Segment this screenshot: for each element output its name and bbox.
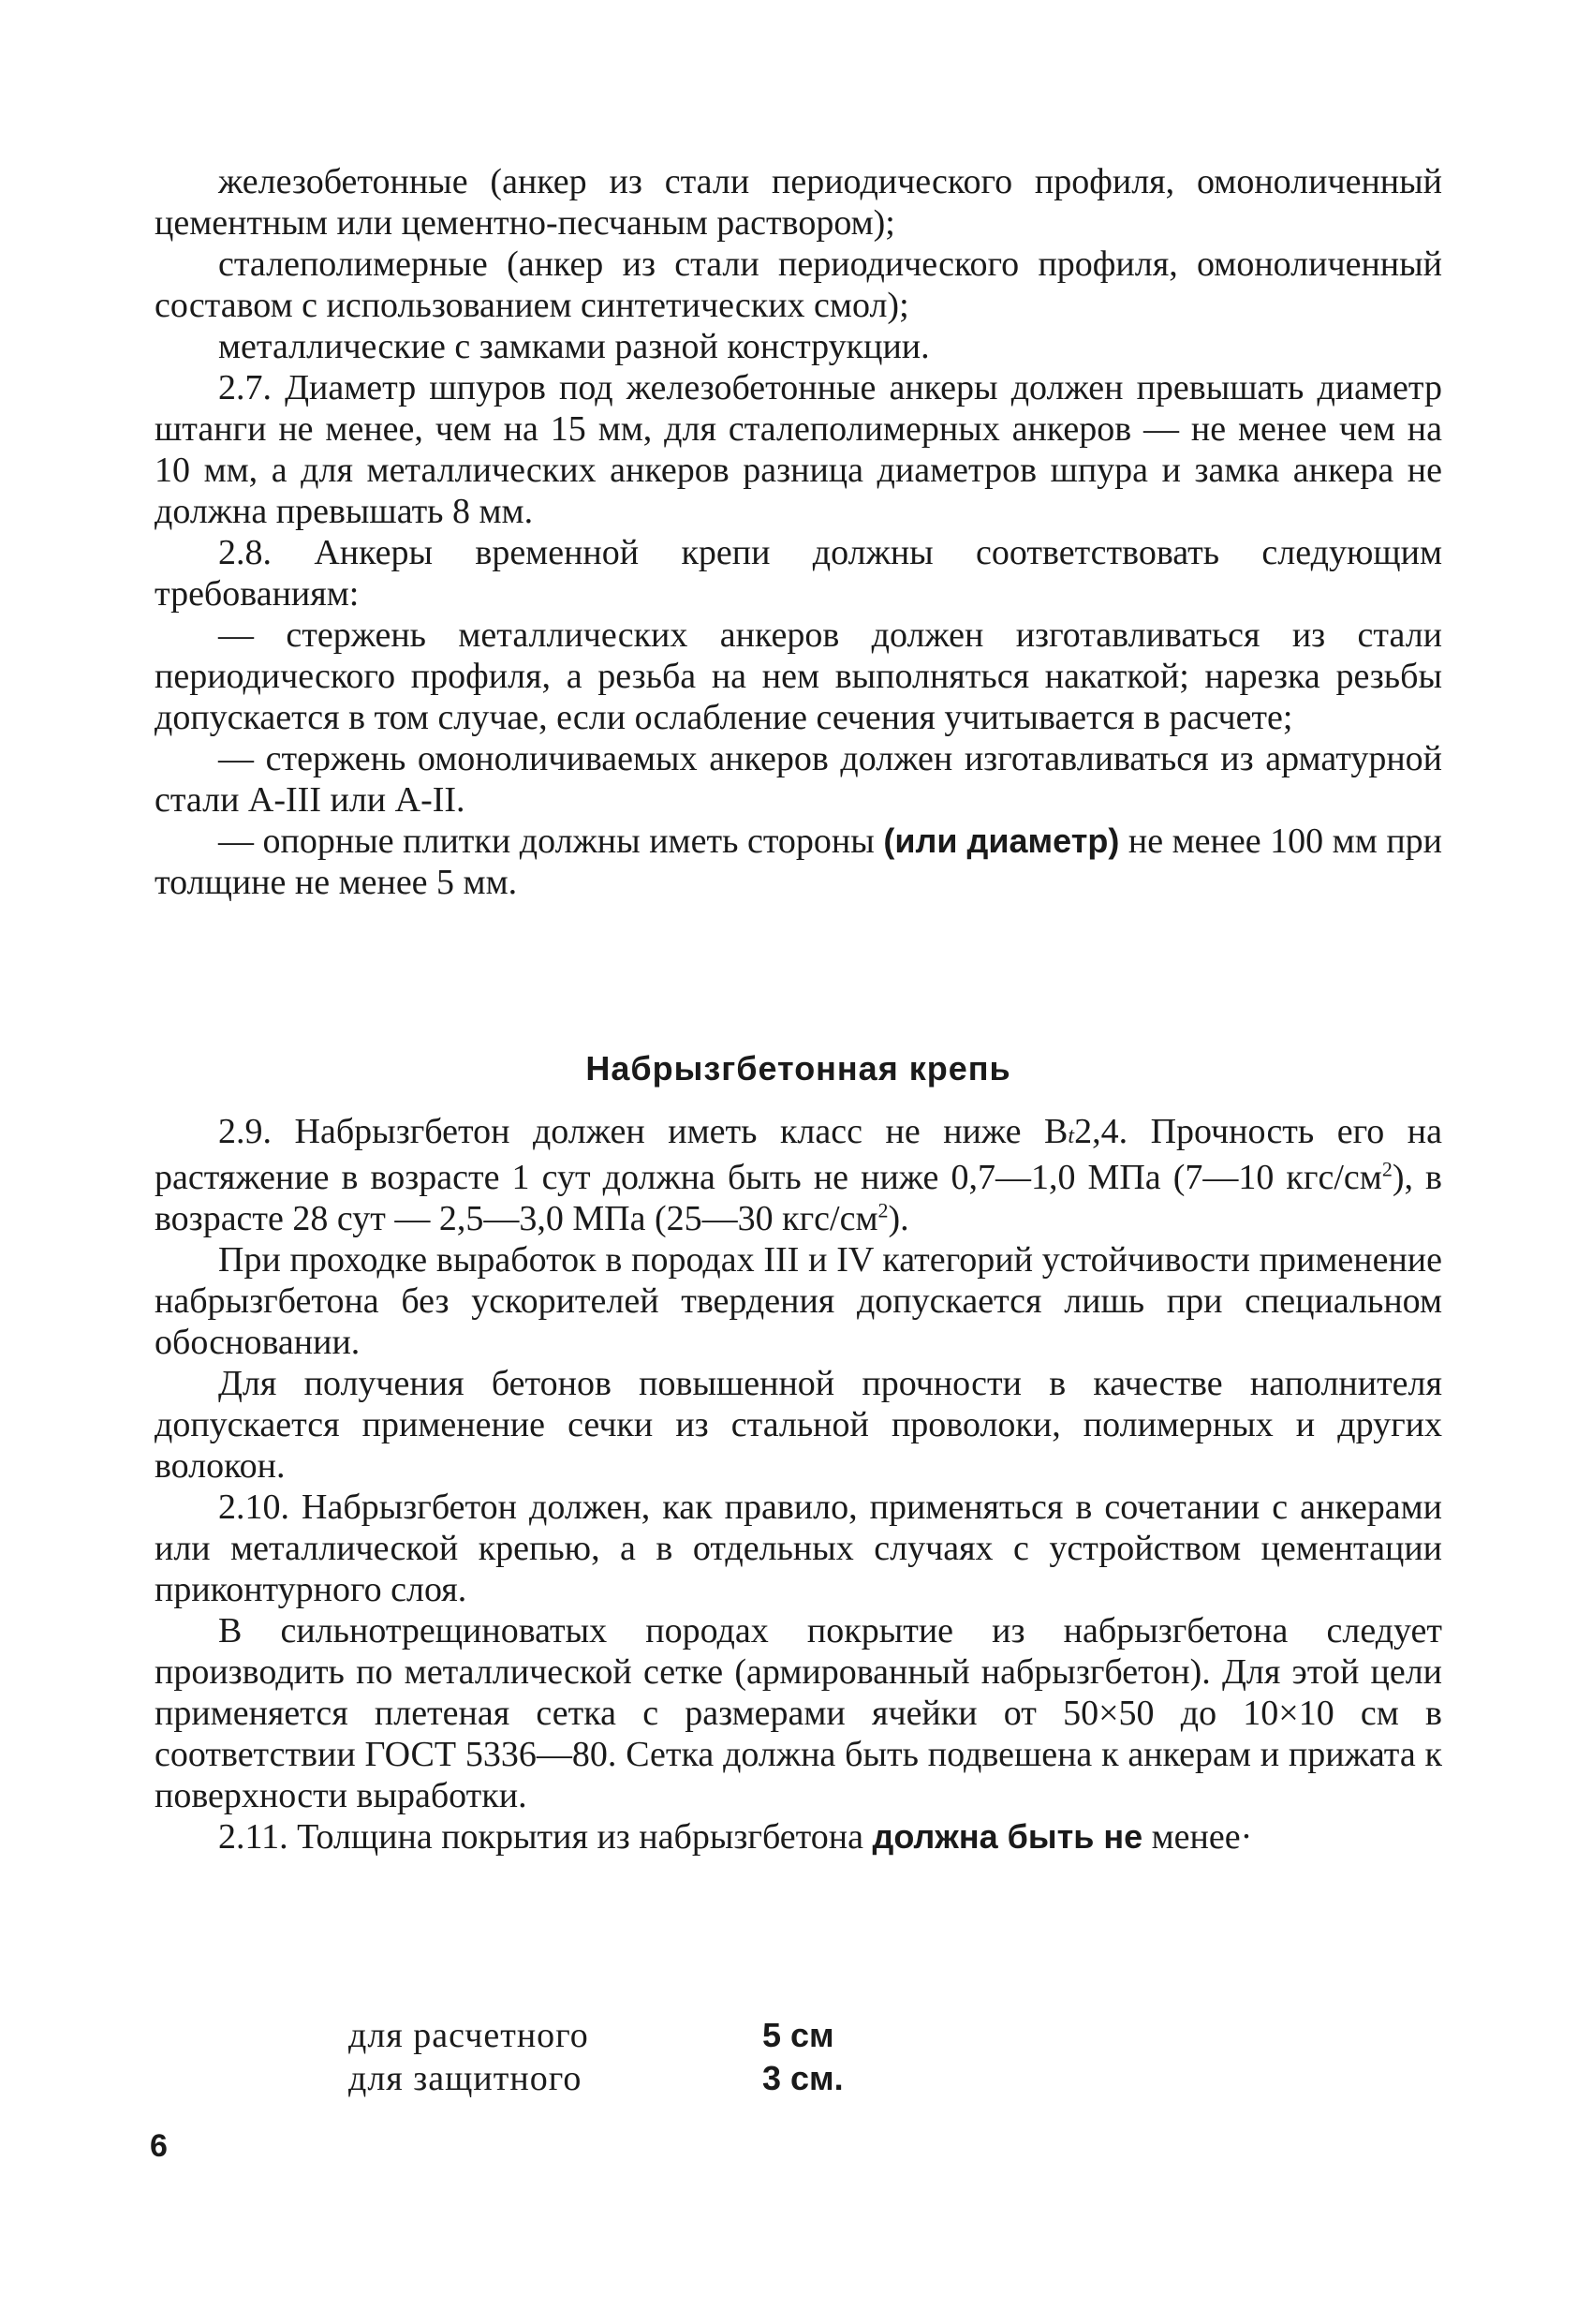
requirement-rod-metal: — стержень металлических анкеров должен изготавливаться из стали периодического профиля, а резьба на нем выполняться накаткой; нарезка резьбы допускается в том случае, если ослабление сечения учитывается в расчете; (155, 615, 1442, 737)
p29-sup-1: 2 (1381, 1157, 1393, 1181)
paragraph-mesh: В сильнотрещиноватых породах покрытие из набрызгбетона следует производить по металлической сетке (армированный набрызгбетон). Для этой цели применяется плетеная сетка с размерами ячейки от 50×50 до 10×10 см в соответствии ГОСТ 5336—80. Сетка должна быть подвешена к анкерам и прижата к поверхности выработки. (155, 1611, 1442, 1815)
requirement-rod-grouted: — стержень омоноличиваемых анкеров должен изготавливаться из арматурной стали А-III или А-II. (155, 739, 1442, 820)
anchor-type-reinforced-concrete: железобетонные (анкер из стали периодического профиля, омоноличенный цементным или цементно-песчаным раствором); (155, 162, 1442, 243)
p29-part-b: 2,4. Прочность его на растяжение в возрасте 1 сут должна быть не ниже 0,7—1,0 МПа (7—10 кгс/см (155, 1112, 1442, 1197)
thickness-row (348, 2014, 844, 2057)
thickness-value-design: 5 см (762, 2016, 834, 2054)
p211-start: 2.11. Толщина покрытия из набрызгбетона (218, 1817, 873, 1857)
paragraph-2-7: 2.7. Диаметр шпуров под железобетонные анкеры должен превышать диаметр штанги не менее, чем на 15 мм, для сталеполимерных анкеров — не менее чем на 10 мм, а для металлических анкеров разница диаметров шпура и замка анкера не должна превышать 8 мм. (155, 368, 1442, 531)
p29-subscript: t (1068, 1124, 1075, 1148)
thickness-row (348, 2057, 844, 2100)
p29-part-a: 2.9. Набрызгбетон должен иметь класс не ниже В (218, 1112, 1069, 1151)
anchor-type-steel-polymer: сталеполимерные (анкер из стали периодического профиля, омоноличенный составом с использованием синтетических смол); (155, 244, 1442, 325)
thickness-table (348, 2014, 844, 2100)
p211-end: менее· (1142, 1817, 1253, 1857)
paragraph-2-8: 2.8. Анкеры временной крепи должны соответствовать следующим требованиям: (155, 533, 1442, 614)
section-heading: Набрызгбетонная крепь (585, 1049, 1011, 1088)
p29-part-d: ). (888, 1199, 909, 1238)
thickness-value-protective: 3 см. (762, 2059, 844, 2097)
paragraph-2-11 (155, 1816, 1442, 1858)
anchor-type-metal-lock: металлические с замками разной конструкции. (218, 327, 930, 366)
paragraph-accelerators: При проходке выработок в породах III и IV категорий устойчивости применение набрызгбетона без ускорителей твердения допускается лишь при специальном обосновании. (155, 1240, 1442, 1362)
thickness-label-protective: для защитного (348, 2059, 582, 2098)
requirement-plates-start: — опорные плитки должны иметь стороны (218, 822, 884, 861)
anchor-requirements-block (155, 161, 1442, 903)
paragraph-2-10: 2.10. Набрызгбетон должен, как правило, применяться в сочетании с анкерами или металлической крепью, а в отдельных случаях с устройством цементации приконтурного слоя. (155, 1488, 1442, 1609)
paragraph-fiber: Для получения бетонов повышенной прочности в качестве наполнителя допускается применение сечки из стальной проволоки, полимерных и других волокон. (155, 1364, 1442, 1486)
requirement-plates (155, 821, 1442, 903)
thickness-label-design: для расчетного (348, 2016, 589, 2055)
shotcrete-block (155, 1111, 1442, 1858)
p29-sup-2: 2 (877, 1198, 889, 1222)
paragraph-2-9 (155, 1111, 1442, 1239)
requirement-plates-end: не менее 100 мм при толщине не менее 5 мм. (155, 822, 1442, 902)
page-number: 6 (150, 2128, 168, 2164)
p211-bold: должна быть не (872, 1817, 1143, 1856)
requirement-plates-bold: (или диаметр) (883, 822, 1120, 860)
p29-part-c: ), в возрасте 28 сут — 2,5—3,0 МПа (25—30 кгс/см (155, 1158, 1442, 1238)
